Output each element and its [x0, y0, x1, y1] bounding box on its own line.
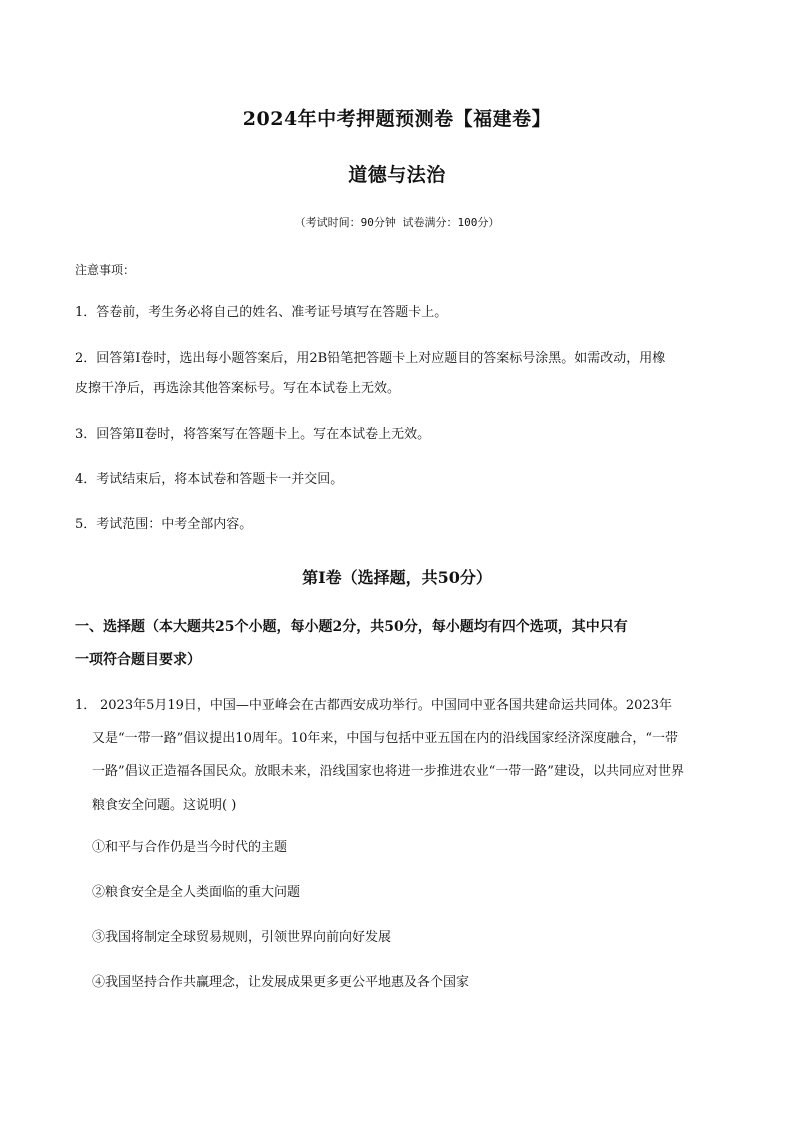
exam-info: （考试时间：90分钟 试卷满分：100分）	[294, 216, 500, 229]
note-item: 1．答卷前，考生务必将自己的姓名、准考证号填写在答题卡上。	[75, 305, 448, 320]
note-item: 4．考试结束后，将本试卷和答题卡一并交回。	[75, 472, 344, 487]
question-number: 1．	[75, 698, 97, 713]
note-item: 皮擦干净后，再选涂其他答案标号。写在本试卷上无效。	[75, 381, 401, 396]
answer-option: ①和平与合作仍是当今时代的主题	[92, 840, 288, 855]
answer-option: ④我国坚持合作共赢理念，让发展成果更多更公平地惠及各个国家	[92, 975, 470, 990]
note-item: 2．回答第Ⅰ卷时，选出每小题答案后，用2B铅笔把答题卡上对应题目的答案标号涂黑。如需改动，用橡	[75, 351, 666, 366]
section-title: 第Ⅰ卷（选择题，共50分）	[302, 568, 492, 587]
note-item: 3．回答第Ⅱ卷时，将答案写在答题卡上。写在本试卷上无效。	[75, 427, 431, 442]
question-text: 粮食安全问题。这说明( )	[92, 798, 237, 813]
question-text: 2023年5月19日，中国—中亚峰会在古都西安成功举行。中国同中亚各国共建命运共同体。2023年	[100, 698, 672, 713]
section-heading: 一项符合题目要求）	[75, 652, 201, 668]
question-text: 一路”倡议正造福各国民众。放眼未来，沿线国家也将进一步推进农业“一带一路”建设，以共同应对世界	[92, 764, 684, 779]
question-text: 又是“一带一路”倡议提出10周年。10年来，中国与包括中亚五国在内的沿线国家经济深度融合，“一带	[92, 731, 679, 746]
section-heading: 一、选择题（本大题共25个小题，每小题2分，共50分，每小题均有四个选项，其中只有	[75, 619, 628, 635]
answer-option: ②粮食安全是全人类面临的重大问题	[92, 885, 301, 900]
answer-option: ③我国将制定全球贸易规则，引领世界向前向好发展	[92, 930, 392, 945]
notes-heading: 注意事项：	[75, 263, 136, 277]
subject-title: 道德与法治	[348, 164, 446, 186]
exam-title: 2024年中考押题预测卷【福建卷】	[242, 108, 552, 130]
note-item: 5．考试范围：中考全部内容。	[75, 517, 253, 532]
